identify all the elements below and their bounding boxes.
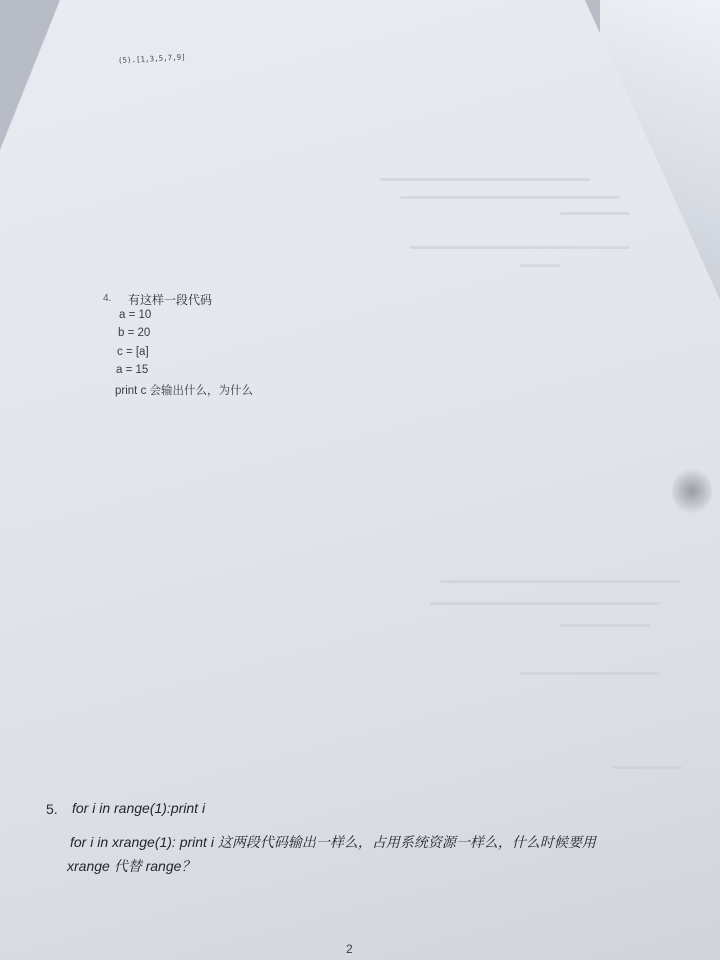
bleed-through-line <box>410 246 630 249</box>
question-4-code-line: print c 会输出什么，为什么 <box>115 385 254 397</box>
bleed-through-line <box>612 766 682 769</box>
question-4-code-line: a = 15 <box>116 364 149 376</box>
bleed-through-line <box>560 624 650 627</box>
bleed-through-line <box>520 672 660 675</box>
question-4-code-line: b = 20 <box>118 327 151 339</box>
question-4-title: 有这样一段代码 <box>128 293 213 307</box>
bleed-through-line <box>430 602 660 605</box>
bleed-through-line <box>560 212 630 215</box>
question-5-line: for i in xrange(1): print i 这两段代码输出一样么，占用系统资源一样么，什么时候要用 <box>70 834 596 850</box>
bleed-through-line <box>520 264 560 267</box>
question-5-line: xrange 代替 range？ <box>67 858 196 874</box>
page-number: 2 <box>346 942 353 956</box>
question-4-code-line: c = [a] <box>117 346 149 358</box>
question-4-code-line: a = 10 <box>119 309 152 321</box>
shadow-spot <box>672 468 712 514</box>
question-5-line: for i in range(1):print i <box>72 800 206 816</box>
bleed-through-line <box>400 196 620 199</box>
question-4-number: 4. <box>103 293 112 304</box>
bleed-through-line <box>380 178 590 181</box>
question-5-number: 5. <box>46 801 58 817</box>
top-code-snippet: (5).[1,3,5,7,9] <box>117 52 186 65</box>
bleed-through-line <box>440 580 680 583</box>
